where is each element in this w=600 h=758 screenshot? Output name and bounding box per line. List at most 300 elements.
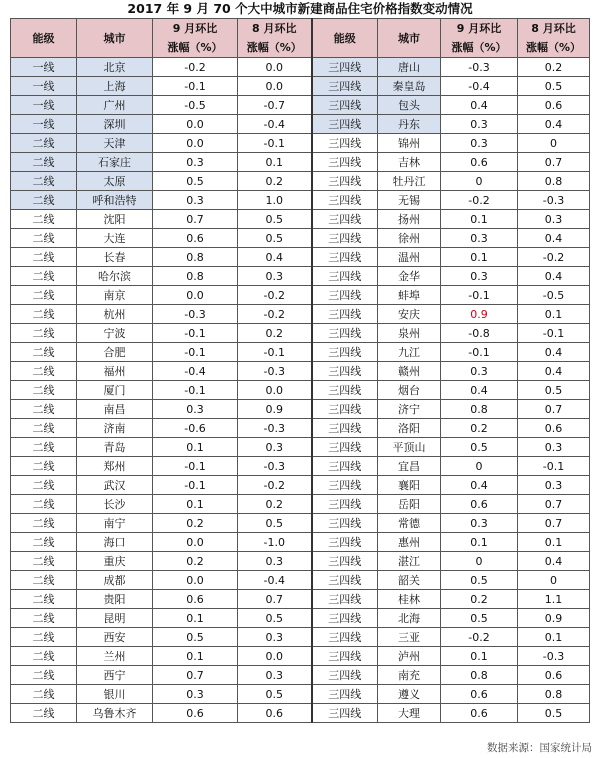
cell-aug: -0.4: [238, 115, 312, 134]
header-city-right: 城市: [378, 19, 441, 58]
cell-tier: 二线: [11, 533, 77, 552]
cell-sep-right: 0.8: [441, 666, 518, 685]
cell-city-right: 桂林: [378, 590, 441, 609]
cell-city: 石家庄: [77, 153, 153, 172]
cell-aug: 0.0: [238, 77, 312, 96]
header-city: 城市: [77, 19, 153, 58]
table-row: [11, 153, 590, 172]
cell-tier-right: 三四线: [312, 77, 378, 96]
cell-city: 福州: [77, 362, 153, 381]
cell-aug-right: -0.5: [518, 286, 590, 305]
cell-city-right: 无锡: [378, 191, 441, 210]
cell-tier: 二线: [11, 685, 77, 704]
cell-city: 北京: [77, 58, 153, 77]
cell-aug: 0.5: [238, 609, 312, 628]
cell-sep-right: 0.3: [441, 115, 518, 134]
cell-tier: 一线: [11, 77, 77, 96]
cell-sep-right: 0.1: [441, 647, 518, 666]
cell-aug-right: 0.2: [518, 58, 590, 77]
page-title: 2017 年 9 月 70 个大中城市新建商品住宅价格指数变动情况: [127, 1, 473, 16]
cell-tier-right: 三四线: [312, 609, 378, 628]
cell-sep: 0.7: [153, 210, 238, 229]
cell-tier-right: 三四线: [312, 343, 378, 362]
cell-tier-right: 三四线: [312, 647, 378, 666]
cell-tier: 一线: [11, 96, 77, 115]
cell-city-right: 惠州: [378, 533, 441, 552]
cell-sep: 0.0: [153, 533, 238, 552]
table-row: [11, 210, 590, 229]
cell-tier: 二线: [11, 210, 77, 229]
cell-city: 成都: [77, 571, 153, 590]
cell-city: 沈阳: [77, 210, 153, 229]
cell-sep: 0.1: [153, 647, 238, 666]
cell-tier: 二线: [11, 457, 77, 476]
cell-tier-right: 三四线: [312, 685, 378, 704]
cell-aug-right: -0.1: [518, 457, 590, 476]
cell-city: 武汉: [77, 476, 153, 495]
cell-tier: 二线: [11, 647, 77, 666]
table-row: [11, 286, 590, 305]
cell-sep-right: 0.2: [441, 419, 518, 438]
cell-city-right: 济宁: [378, 400, 441, 419]
cell-aug-right: 0.8: [518, 685, 590, 704]
cell-city: 太原: [77, 172, 153, 191]
table-header: [11, 19, 590, 58]
cell-tier-right: 三四线: [312, 58, 378, 77]
cell-tier-right: 三四线: [312, 571, 378, 590]
cell-sep-right: 0.5: [441, 438, 518, 457]
cell-aug-right: 0.8: [518, 172, 590, 191]
cell-tier: 二线: [11, 628, 77, 647]
cell-city: 青岛: [77, 438, 153, 457]
cell-city: 广州: [77, 96, 153, 115]
cell-aug: 0.3: [238, 552, 312, 571]
cell-tier-right: 三四线: [312, 552, 378, 571]
cell-aug: 0.4: [238, 248, 312, 267]
cell-tier: 二线: [11, 438, 77, 457]
cell-sep-right: -0.3: [441, 58, 518, 77]
cell-aug: 0.5: [238, 514, 312, 533]
cell-city-right: 吉林: [378, 153, 441, 172]
cell-city-right: 九江: [378, 343, 441, 362]
cell-tier-right: 三四线: [312, 324, 378, 343]
cell-tier-right: 三四线: [312, 153, 378, 172]
cell-aug: -0.2: [238, 476, 312, 495]
cell-aug: -0.7: [238, 96, 312, 115]
cell-city: 南昌: [77, 400, 153, 419]
cell-tier-right: 三四线: [312, 457, 378, 476]
cell-sep: -0.1: [153, 457, 238, 476]
cell-city: 郑州: [77, 457, 153, 476]
cell-tier-right: 三四线: [312, 210, 378, 229]
cell-tier: 二线: [11, 571, 77, 590]
cell-city: 兰州: [77, 647, 153, 666]
cell-tier-right: 三四线: [312, 229, 378, 248]
cell-aug-right: 0.3: [518, 476, 590, 495]
table-row: [11, 552, 590, 571]
cell-aug-right: 0.9: [518, 609, 590, 628]
table-row: [11, 438, 590, 457]
table-row: [11, 77, 590, 96]
cell-tier-right: 三四线: [312, 533, 378, 552]
cell-sep: 0.6: [153, 590, 238, 609]
cell-city-right: 大理: [378, 704, 441, 723]
table-row: [11, 704, 590, 723]
cell-tier-right: 三四线: [312, 514, 378, 533]
cell-sep: -0.1: [153, 324, 238, 343]
cell-tier: 二线: [11, 590, 77, 609]
cell-aug: 1.0: [238, 191, 312, 210]
table-row: [11, 685, 590, 704]
table-row: [11, 343, 590, 362]
cell-sep: 0.1: [153, 609, 238, 628]
cell-city-right: 丹东: [378, 115, 441, 134]
cell-aug-right: 0.6: [518, 666, 590, 685]
cell-city: 天津: [77, 134, 153, 153]
cell-aug-right: 0.4: [518, 343, 590, 362]
cell-aug: 0.3: [238, 666, 312, 685]
cell-city-right: 湛江: [378, 552, 441, 571]
cell-sep: 0.1: [153, 495, 238, 514]
cell-aug: 0.7: [238, 590, 312, 609]
cell-tier: 二线: [11, 153, 77, 172]
cell-city-right: 襄阳: [378, 476, 441, 495]
cell-sep-right: 0.3: [441, 514, 518, 533]
cell-sep: 0.1: [153, 438, 238, 457]
cell-sep-right: 0: [441, 457, 518, 476]
cell-tier: 二线: [11, 514, 77, 533]
cell-aug: 0.9: [238, 400, 312, 419]
table-row: [11, 115, 590, 134]
cell-aug: 0.0: [238, 381, 312, 400]
cell-tier-right: 三四线: [312, 419, 378, 438]
cell-aug-right: 0.4: [518, 267, 590, 286]
cell-sep: 0.7: [153, 666, 238, 685]
cell-aug-right: 0.4: [518, 362, 590, 381]
cell-city: 厦门: [77, 381, 153, 400]
cell-sep-right: 0.3: [441, 267, 518, 286]
cell-aug-right: 0.4: [518, 552, 590, 571]
cell-tier: 二线: [11, 172, 77, 191]
cell-sep-right: -0.1: [441, 286, 518, 305]
cell-aug-right: 0.7: [518, 514, 590, 533]
cell-aug-right: 0.1: [518, 533, 590, 552]
table-row: [11, 96, 590, 115]
cell-city: 西安: [77, 628, 153, 647]
cell-tier-right: 三四线: [312, 362, 378, 381]
cell-aug-right: 0.5: [518, 381, 590, 400]
cell-tier-right: 三四线: [312, 286, 378, 305]
table-row: [11, 229, 590, 248]
table-row: [11, 362, 590, 381]
cell-sep-right: 0.9: [441, 305, 518, 324]
cell-sep: 0.0: [153, 115, 238, 134]
cell-city-right: 赣州: [378, 362, 441, 381]
cell-sep-right: 0.8: [441, 400, 518, 419]
cell-tier-right: 三四线: [312, 438, 378, 457]
header-sep: 9 月环比 涨幅（%）: [153, 19, 238, 58]
cell-city: 西宁: [77, 666, 153, 685]
cell-aug-right: -0.3: [518, 191, 590, 210]
cell-aug-right: 0.7: [518, 400, 590, 419]
cell-city-right: 扬州: [378, 210, 441, 229]
cell-aug: -0.1: [238, 343, 312, 362]
cell-aug: 0.0: [238, 58, 312, 77]
cell-sep: -0.3: [153, 305, 238, 324]
table-row: [11, 495, 590, 514]
cell-sep: 0.0: [153, 571, 238, 590]
header-sep-right: 9 月环比 涨幅（%）: [441, 19, 518, 58]
cell-city-right: 泸州: [378, 647, 441, 666]
cell-city-right: 遵义: [378, 685, 441, 704]
cell-sep: 0.3: [153, 153, 238, 172]
cell-city-right: 南充: [378, 666, 441, 685]
cell-city-right: 烟台: [378, 381, 441, 400]
cell-tier-right: 三四线: [312, 305, 378, 324]
table-row: [11, 609, 590, 628]
cell-aug-right: 0.7: [518, 495, 590, 514]
table-row: [11, 419, 590, 438]
table-row: [11, 191, 590, 210]
cell-tier-right: 三四线: [312, 248, 378, 267]
cell-aug: -0.4: [238, 571, 312, 590]
cell-city-right: 包头: [378, 96, 441, 115]
cell-sep: -0.4: [153, 362, 238, 381]
cell-aug-right: 0.5: [518, 704, 590, 723]
cell-sep: 0.6: [153, 229, 238, 248]
cell-sep-right: 0.6: [441, 704, 518, 723]
cell-aug: 0.5: [238, 229, 312, 248]
cell-aug-right: -0.2: [518, 248, 590, 267]
cell-sep: 0.5: [153, 172, 238, 191]
cell-sep-right: -0.8: [441, 324, 518, 343]
cell-aug: 0.3: [238, 628, 312, 647]
cell-sep: 0.2: [153, 552, 238, 571]
cell-aug-right: 0.1: [518, 305, 590, 324]
cell-sep-right: 0.6: [441, 153, 518, 172]
cell-tier: 二线: [11, 362, 77, 381]
cell-city-right: 蚌埠: [378, 286, 441, 305]
cell-sep-right: -0.1: [441, 343, 518, 362]
cell-city: 银川: [77, 685, 153, 704]
cell-sep-right: -0.2: [441, 628, 518, 647]
cell-tier-right: 三四线: [312, 96, 378, 115]
cell-tier-right: 三四线: [312, 267, 378, 286]
cell-sep: 0.6: [153, 704, 238, 723]
cell-sep: -0.5: [153, 96, 238, 115]
cell-tier: 二线: [11, 248, 77, 267]
cell-tier: 二线: [11, 381, 77, 400]
cell-aug-right: -0.3: [518, 647, 590, 666]
cell-sep: -0.1: [153, 77, 238, 96]
table-row: [11, 514, 590, 533]
cell-city-right: 平顶山: [378, 438, 441, 457]
cell-aug-right: 0.6: [518, 419, 590, 438]
cell-aug: 0.2: [238, 324, 312, 343]
cell-city: 杭州: [77, 305, 153, 324]
table-row: [11, 248, 590, 267]
cell-aug-right: 1.1: [518, 590, 590, 609]
cell-sep: 0.2: [153, 514, 238, 533]
cell-sep-right: 0.2: [441, 590, 518, 609]
cell-city-right: 唐山: [378, 58, 441, 77]
cell-sep: -0.6: [153, 419, 238, 438]
cell-tier-right: 三四线: [312, 495, 378, 514]
cell-aug: 0.1: [238, 153, 312, 172]
cell-tier: 二线: [11, 419, 77, 438]
cell-sep-right: 0.6: [441, 495, 518, 514]
cell-sep-right: 0.5: [441, 571, 518, 590]
cell-city-right: 洛阳: [378, 419, 441, 438]
cell-sep: 0.0: [153, 286, 238, 305]
cell-aug: 0.2: [238, 172, 312, 191]
cell-aug-right: 0.4: [518, 229, 590, 248]
table-row: [11, 476, 590, 495]
cell-city-right: 安庆: [378, 305, 441, 324]
cell-tier-right: 三四线: [312, 191, 378, 210]
cell-sep: -0.1: [153, 476, 238, 495]
cell-city-right: 北海: [378, 609, 441, 628]
cell-tier-right: 三四线: [312, 704, 378, 723]
cell-sep-right: 0: [441, 172, 518, 191]
cell-aug: -0.2: [238, 305, 312, 324]
cell-aug: 0.3: [238, 438, 312, 457]
cell-aug: 0.6: [238, 704, 312, 723]
cell-city: 哈尔滨: [77, 267, 153, 286]
table-row: [11, 324, 590, 343]
cell-aug-right: -0.1: [518, 324, 590, 343]
cell-city: 上海: [77, 77, 153, 96]
cell-aug: 0.5: [238, 685, 312, 704]
cell-aug: -0.3: [238, 457, 312, 476]
cell-sep-right: 0.4: [441, 96, 518, 115]
cell-tier: 二线: [11, 476, 77, 495]
cell-tier: 二线: [11, 400, 77, 419]
cell-sep-right: 0.3: [441, 229, 518, 248]
cell-city: 昆明: [77, 609, 153, 628]
cell-tier: 二线: [11, 267, 77, 286]
cell-city: 长春: [77, 248, 153, 267]
cell-tier-right: 三四线: [312, 590, 378, 609]
cell-tier: 二线: [11, 609, 77, 628]
cell-city: 大连: [77, 229, 153, 248]
cell-tier-right: 三四线: [312, 134, 378, 153]
cell-tier: 二线: [11, 305, 77, 324]
cell-tier-right: 三四线: [312, 400, 378, 419]
header-tier-right: 能级: [312, 19, 378, 58]
price-index-table: [10, 18, 590, 723]
cell-tier-right: 三四线: [312, 115, 378, 134]
table-row: [11, 457, 590, 476]
cell-sep-right: 0.6: [441, 685, 518, 704]
cell-sep-right: 0: [441, 552, 518, 571]
cell-city: 重庆: [77, 552, 153, 571]
header-aug: 8 月环比 涨幅（%）: [238, 19, 312, 58]
cell-city-right: 宜昌: [378, 457, 441, 476]
cell-city: 长沙: [77, 495, 153, 514]
cell-aug: 0.0: [238, 647, 312, 666]
cell-city: 济南: [77, 419, 153, 438]
cell-sep: -0.2: [153, 58, 238, 77]
header-aug-right: 8 月环比 涨幅（%）: [518, 19, 590, 58]
cell-sep: 0.0: [153, 134, 238, 153]
cell-sep-right: 0.1: [441, 210, 518, 229]
table-body: [11, 58, 590, 723]
cell-aug: -0.3: [238, 362, 312, 381]
cell-city: 南京: [77, 286, 153, 305]
table-row: [11, 590, 590, 609]
cell-city: 乌鲁木齐: [77, 704, 153, 723]
cell-aug: 0.2: [238, 495, 312, 514]
cell-sep-right: 0.4: [441, 476, 518, 495]
cell-city-right: 秦皇岛: [378, 77, 441, 96]
cell-aug: 0.3: [238, 267, 312, 286]
cell-aug: -0.3: [238, 419, 312, 438]
cell-tier: 二线: [11, 229, 77, 248]
cell-tier: 一线: [11, 115, 77, 134]
cell-city-right: 温州: [378, 248, 441, 267]
cell-sep: 0.8: [153, 267, 238, 286]
table-row: [11, 381, 590, 400]
table-row: [11, 134, 590, 153]
cell-sep: 0.3: [153, 685, 238, 704]
cell-tier: 二线: [11, 704, 77, 723]
cell-tier: 二线: [11, 324, 77, 343]
cell-tier: 二线: [11, 134, 77, 153]
cell-city-right: 岳阳: [378, 495, 441, 514]
cell-aug: 0.5: [238, 210, 312, 229]
cell-city-right: 徐州: [378, 229, 441, 248]
cell-tier: 二线: [11, 191, 77, 210]
cell-aug: -0.1: [238, 134, 312, 153]
cell-sep: 0.3: [153, 191, 238, 210]
table-row: [11, 647, 590, 666]
cell-tier-right: 三四线: [312, 476, 378, 495]
cell-aug-right: 0.5: [518, 77, 590, 96]
cell-city-right: 泉州: [378, 324, 441, 343]
source-note: 数据来源：国家统计局: [487, 742, 592, 754]
table-row: [11, 172, 590, 191]
cell-city-right: 常德: [378, 514, 441, 533]
cell-city-right: 锦州: [378, 134, 441, 153]
cell-tier: 二线: [11, 495, 77, 514]
table-row: [11, 267, 590, 286]
cell-city: 海口: [77, 533, 153, 552]
cell-sep: 0.3: [153, 400, 238, 419]
cell-aug: -1.0: [238, 533, 312, 552]
cell-city: 合肥: [77, 343, 153, 362]
cell-tier-right: 三四线: [312, 172, 378, 191]
cell-city-right: 牡丹江: [378, 172, 441, 191]
cell-sep-right: 0.1: [441, 533, 518, 552]
table-row: [11, 666, 590, 685]
cell-city-right: 三亚: [378, 628, 441, 647]
cell-city: 贵阳: [77, 590, 153, 609]
table-row: [11, 628, 590, 647]
cell-city-right: 韶关: [378, 571, 441, 590]
cell-sep: 0.8: [153, 248, 238, 267]
cell-tier: 二线: [11, 343, 77, 362]
cell-tier: 二线: [11, 666, 77, 685]
cell-tier-right: 三四线: [312, 628, 378, 647]
cell-city: 南宁: [77, 514, 153, 533]
cell-tier-right: 三四线: [312, 666, 378, 685]
cell-tier: 一线: [11, 58, 77, 77]
cell-sep-right: 0.4: [441, 381, 518, 400]
cell-aug-right: 0.3: [518, 210, 590, 229]
cell-aug-right: 0.4: [518, 115, 590, 134]
cell-aug-right: 0.3: [518, 438, 590, 457]
